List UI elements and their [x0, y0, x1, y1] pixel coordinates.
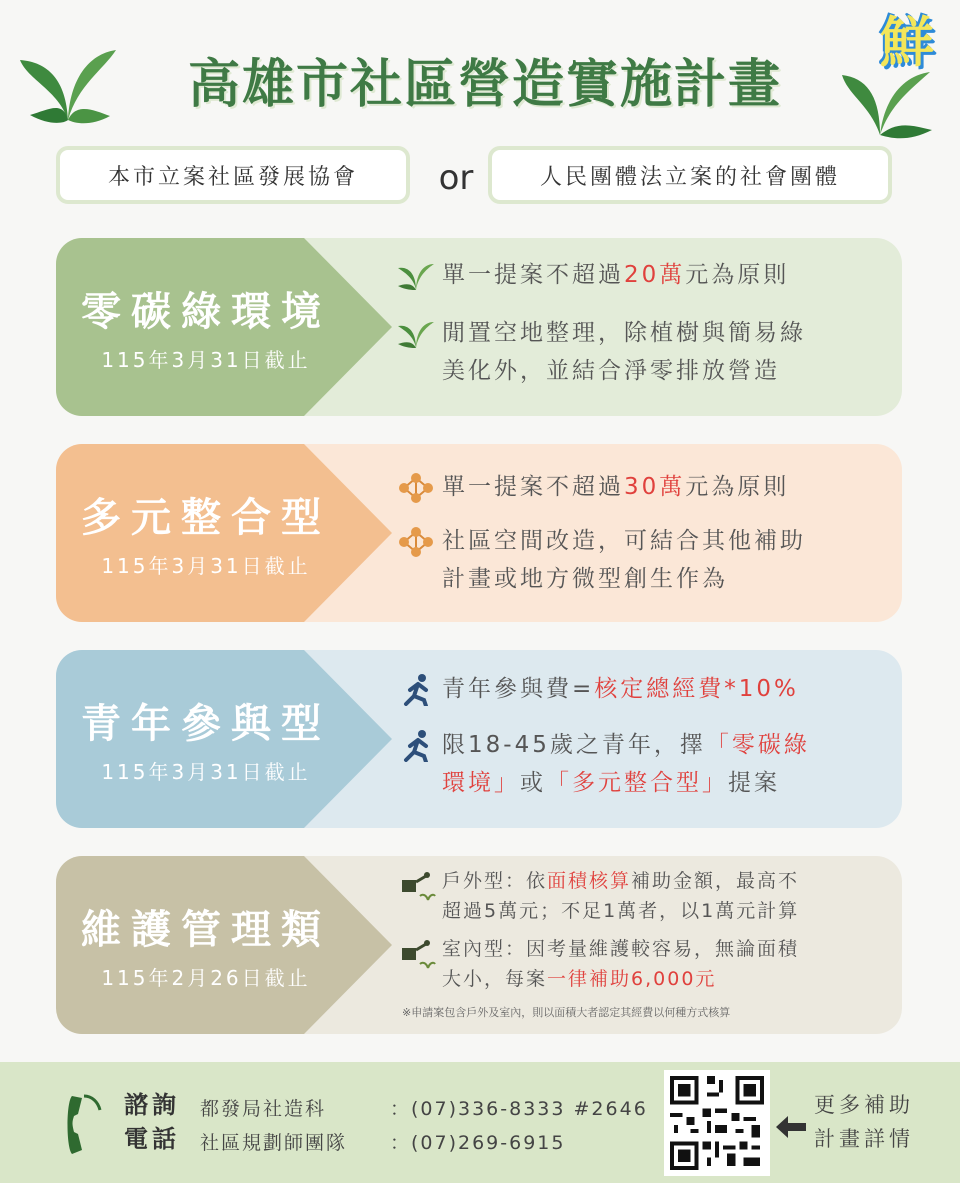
category-deadline: 115年3月31日截止	[101, 554, 311, 578]
category-deadline: 115年3月31日截止	[101, 348, 311, 372]
eligibility-option-2: 人民團體法立案的社會團體	[488, 146, 892, 204]
category-deadline: 115年3月31日截止	[101, 760, 311, 784]
phone-icon	[64, 1092, 110, 1158]
category-card-integrated: 多元整合型 115年3月31日截止 單一提案不超過30萬元為原則 社區空間改造，可結合其他補助 計畫或地方微型創生作為	[56, 444, 902, 622]
contact-phone[interactable]: ：(07)269-6915	[390, 1132, 566, 1154]
category-card-youth: 青年參與型 115年3月31日截止 青年參與費=核定總經費*10% 限18-45歲之青年，擇「零碳綠 環境」或「多元整合型」提案	[56, 650, 902, 828]
watering-can-icon	[396, 870, 436, 902]
page-title: 高雄市社區營造實施計畫	[187, 55, 782, 115]
eligibility-connector: or	[438, 158, 474, 198]
arrow-left-icon	[776, 1114, 806, 1140]
category-name: 零碳綠環境	[81, 289, 331, 335]
category-card-maintenance: 維護管理類 115年2月26日截止 戶外型：依面積核算補助金額，最高不 超過5萬元；不足1萬者，以1萬元計算 室內型：因考量維護較容易，無論面積 大小，每案一律補助6,000元 ※申請案包含戶外及室內，則以面積大者認定其經費以何種方式核算	[56, 856, 902, 1034]
network-icon	[396, 472, 436, 504]
contact-name: 都發局社造科	[200, 1098, 327, 1120]
category-deadline: 115年2月26日截止	[101, 966, 311, 990]
watering-can-icon	[396, 938, 436, 970]
eligibility-option-1: 本市立案社區發展協會	[56, 146, 410, 204]
qr-code[interactable]	[664, 1070, 770, 1176]
category-name: 維護管理類	[81, 907, 331, 953]
runner-icon	[396, 730, 436, 762]
network-icon	[396, 526, 436, 558]
sprout-icon	[396, 318, 436, 350]
consult-label: 諮詢 電話	[124, 1091, 180, 1153]
footnote: ※申請案包含戶外及室內，則以面積大者認定其經費以何種方式核算	[402, 1006, 731, 1019]
category-name: 青年參與型	[81, 701, 331, 747]
runner-icon	[396, 674, 436, 706]
contact-phone[interactable]: ：(07)336-8333 #2646	[390, 1098, 648, 1120]
more-info-label[interactable]: 更多補助 計畫詳情	[814, 1093, 914, 1151]
leaf-decoration-icon	[18, 40, 118, 130]
category-name: 多元整合型	[81, 495, 331, 541]
contact-name: 社區規劃師團隊	[200, 1132, 348, 1154]
category-card-zero-carbon: 零碳綠環境 115年3月31日截止 單一提案不超過20萬元為原則 閒置空地整理，除植樹與簡易綠 美化外，並結合淨零排放營造	[56, 238, 902, 416]
fresh-logo: 鮮	[880, 11, 934, 74]
sprout-icon	[396, 260, 436, 292]
